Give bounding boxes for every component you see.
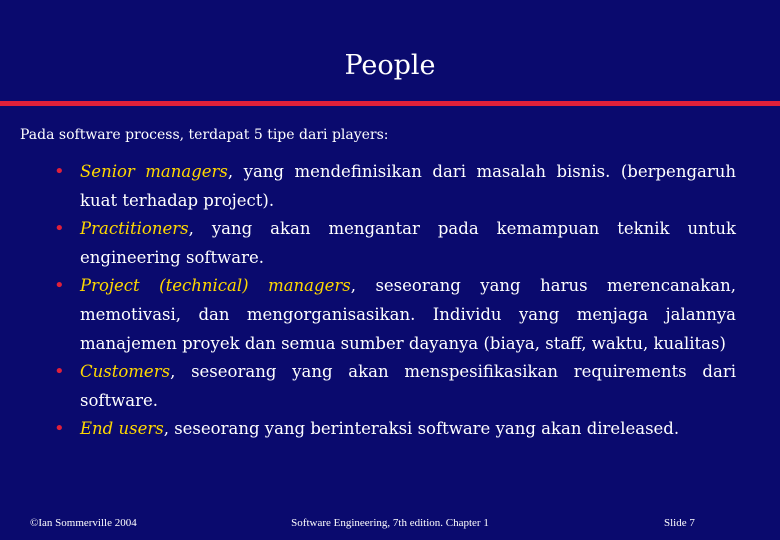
bullet-text: , seseorang yang berinteraksi software yang akan direleased.: [163, 419, 680, 439]
title-divider: [0, 101, 780, 106]
bullet-item: [54, 272, 736, 358]
bullet-term: End users: [80, 419, 164, 439]
bullet-icon: •: [54, 418, 65, 440]
bullet-icon: •: [54, 161, 65, 182]
slide-title: People: [344, 50, 436, 81]
bullet-list: [54, 158, 736, 444]
bullet-item: [54, 358, 736, 415]
bullet-term: Senior managers: [80, 162, 228, 181]
footer-slide-number: Slide 7: [664, 517, 695, 529]
footer-copyright: ©Ian Sommerville 2004: [30, 517, 137, 529]
footer-book-title: Software Engineering, 7th edition. Chapter 1: [291, 517, 489, 529]
bullet-term: Customers: [80, 362, 171, 382]
bullet-icon: •: [54, 275, 65, 297]
bullet-icon: •: [54, 361, 65, 383]
bullet-item: [54, 415, 736, 444]
intro-text: Pada software process, terdapat 5 tipe dari players:: [20, 127, 389, 143]
bullet-item: [54, 215, 736, 272]
bullet-text: , seseorang yang akan menspesifikasikan requirements dari software.: [80, 362, 736, 410]
bullet-item: [54, 158, 736, 215]
bullet-text: , seseorang yang harus merencanakan, memotivasi, dan mengorganisasikan. Individu yang menjaga jalannya manajemen proyek dan semua sumber dayanya (biaya, staff, waktu, kualitas): [80, 276, 736, 353]
bullet-term: Practitioners: [80, 219, 189, 239]
bullet-text: , yang mendefinisikan dari masalah bisnis. (berpengaruh kuat terhadap project).: [80, 162, 736, 210]
bullet-text: , yang akan mengantar pada kemampuan teknik untuk engineering software.: [80, 219, 736, 267]
bullet-term: Project (technical) managers: [80, 276, 351, 296]
bullet-icon: •: [54, 218, 65, 240]
